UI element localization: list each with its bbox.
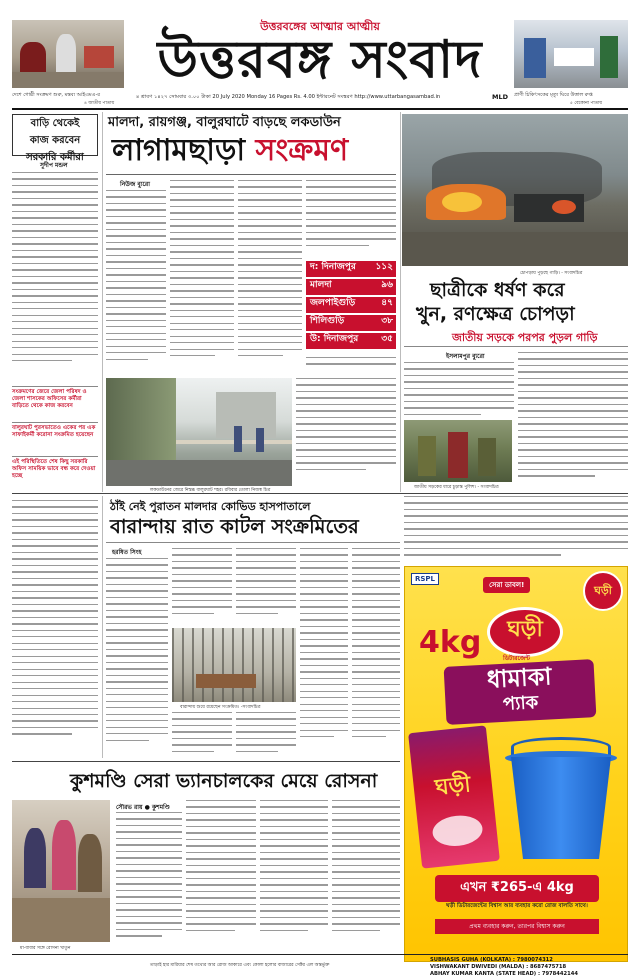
ad-footer: প্রথম ব্যবহার করুন, তারপর বিশ্বাস করুন xyxy=(435,919,599,934)
ad-corner-logo: ঘড়ী xyxy=(583,571,623,611)
right-thumb-photo[interactable] xyxy=(514,20,628,88)
right-thumb-caption: প্রাণী চিকিৎসকের মৃত্যু ঘিরে উত্তাল রুপ্ত xyxy=(514,92,593,98)
ad-bucket xyxy=(505,737,617,861)
hospital-body-col3 xyxy=(236,548,296,626)
left-thumb-page: ৪ জাতীয় পাতায় xyxy=(84,101,115,106)
footer-contact-3: ABHAY KUMAR KANTA (STATE HEAD) : 7978442144 xyxy=(430,971,578,977)
left-story-header[interactable] xyxy=(12,114,98,163)
hospital-kicker[interactable]: ঠাঁই নেই পুরাতন মালদার কোভিড হাসপাতালে xyxy=(110,500,311,513)
bottom-photo-caption: মা-বাবার সঙ্গে রোসনা খাতুন xyxy=(20,946,71,951)
edition-code: MLD xyxy=(492,93,509,101)
masthead-dateline: ৪ শ্রাবণ ১৪২৭ সোমবার ৩.০০ টাকা 20 July 2020 Monday 16 Pages Rs. 4.00 ইন্টারনেট সংস্করণ http://www.uttarbangasambad.in xyxy=(136,94,441,100)
chopra-photo-caption: চোপড়ায় পুড়ছে গাড়ি। - সংবাদচিত্র xyxy=(520,271,583,276)
left-bullet-2: বালুরঘাট পুরসভাতেও একের পর এক সাফাইকর্মী করোনা সংক্রমিত হয়েছেন xyxy=(12,422,98,454)
covid-stats-box xyxy=(306,259,396,353)
chopra-subhead: জাতীয় সড়কে পরপর পুড়ল গাড়ি xyxy=(452,331,598,344)
lead-headline-red: সংক্রমণ xyxy=(255,133,349,168)
hospital-body-col3b xyxy=(236,712,296,758)
left-story-kicker: বাড়ি থেকেই xyxy=(30,118,80,129)
hospital-body-col2b xyxy=(172,712,232,758)
ad-weight: 4kg xyxy=(419,625,482,660)
lead-kicker[interactable]: মালদা, রায়গঞ্জ, বালুরঘাটে বাড়ছে লকডাউন xyxy=(108,115,341,130)
chopra-byline: ইসলামপুর ব্যুরো xyxy=(446,353,485,360)
chopra-headline-2[interactable]: খুন, রণক্ষেত্র চোপড়া xyxy=(416,303,575,325)
bottom-body-col1 xyxy=(116,812,182,952)
bottom-body-col4 xyxy=(332,800,400,952)
right-thumb-page: ৫ বেকোনা পাতায় xyxy=(570,101,603,106)
left-thumb-photo[interactable] xyxy=(12,20,124,88)
ad-badge: সেরা ডাবল! xyxy=(483,577,530,593)
footer-left-note: তাড়াই হার মারিয়ার শেষ তথ্যের আর রোজ আকারে এবং কোলা হলোর বাজারের সেক্টর এল অন্তর্ভুক্ত xyxy=(150,963,330,968)
lead-photo-side-text xyxy=(296,378,396,480)
lead-body-col2 xyxy=(170,180,234,375)
left-story-title: সরকারি কর্মীরা xyxy=(26,152,84,163)
lead-body-col1 xyxy=(106,190,166,375)
chopra-photo2-caption: জাতীয় সড়কের ধারে চুড়ান্ত পুলিশ। - সংবাদচিত্র xyxy=(414,485,499,490)
bottom-body-col3 xyxy=(260,800,328,952)
hospital-body-col5 xyxy=(352,548,400,758)
masthead-tagline: উত্তরবঙ্গের আত্মার আত্মীয় xyxy=(260,20,380,33)
hospital-byline: হরষিত সিংহ xyxy=(112,549,142,556)
stat-row-3: জলপাইগুড়ি ৪৭ xyxy=(306,297,396,313)
stat-row-5: উ: দিনাজপুর ৩৫ xyxy=(306,333,396,349)
left-lower-body xyxy=(12,500,98,758)
hospital-body-col2 xyxy=(172,548,232,626)
stat-row-2: মালদা ৯৬ xyxy=(306,279,396,295)
lead-headline[interactable] xyxy=(112,132,402,170)
middle-right-col xyxy=(404,496,628,560)
bottom-headline[interactable]: কুশমণ্ডি সেরা ভ্যানচালকের মেয়ে রোসনা xyxy=(70,770,378,792)
lead-body-col3 xyxy=(238,180,302,375)
hospital-photo-caption: বারান্দায় শুয়ে রয়েছেন সংক্রমিত। -সংবাদচিত্র xyxy=(180,705,261,710)
left-story-byline: সুদীপ মন্ডল xyxy=(40,162,68,169)
ghari-detergent-ad[interactable] xyxy=(404,566,628,962)
masthead-title[interactable]: উত্তরবঙ্গ সংবাদ xyxy=(157,30,483,90)
rspl-logo: RSPL xyxy=(411,573,439,585)
left-bullet-3: এই পরিস্থিতিতে শেষ কিছু সরকারি অফিস সাময়িক ভাবে বন্ধ করে দেওয়া হচ্ছে xyxy=(12,456,98,488)
bottom-byline: সৌরভ রায় ● কুশমণ্ডি xyxy=(116,804,170,811)
bottom-body-col2 xyxy=(186,800,256,952)
ad-detergent-pack: ঘড়ী xyxy=(408,725,500,868)
left-thumb-caption: দেশে গোষ্ঠী সংক্রমণ শুরু, মন্তব্য আইএমএ-র xyxy=(12,92,101,98)
lead-body-col4b xyxy=(306,357,396,375)
chopra-police-photo[interactable] xyxy=(404,420,512,482)
masthead-rule xyxy=(12,108,628,110)
footer-contact-1: SUBHASIS GUHA (KOLKATA) : 7980074312 xyxy=(430,957,553,963)
lead-photo-lockdown[interactable] xyxy=(106,378,292,486)
chopra-body-col2 xyxy=(518,352,628,487)
left-story-body xyxy=(12,172,98,382)
left-story-kicker2: কাজ করবেন xyxy=(29,135,81,146)
chopra-body-col1 xyxy=(404,362,514,418)
bottom-photo-family[interactable] xyxy=(12,800,110,942)
chopra-fire-photo[interactable] xyxy=(402,114,628,266)
ad-price: এখন ₹265-এ 4kg xyxy=(435,875,599,902)
hospital-headline[interactable]: বারান্দায় রাত কাটল সংক্রমিতের xyxy=(110,515,359,538)
stat-row-1: দ: দিনাজপুর ১১২ xyxy=(306,261,396,277)
stat-row-4: শিলিগুড়ি ৩৮ xyxy=(306,315,396,331)
ad-brand-sub: ডিটারজেন্ট xyxy=(503,655,530,662)
chopra-headline-1[interactable]: ছাত্রীকে ধর্ষণ করে xyxy=(430,279,565,301)
lead-headline-black: লাগামছাড়া xyxy=(112,133,246,168)
lead-photo-caption: লকডাউনের জেরে নিস্তব্ধ বালুরঘাট শহর। রবিবার তোলা নিজস্ব চিত্র xyxy=(150,488,271,493)
hospital-body-col1 xyxy=(106,558,168,758)
lead-byline: নিউজ ব্যুরো xyxy=(120,181,150,188)
hospital-photo[interactable] xyxy=(172,628,296,702)
left-bullet-1: সংক্রমণের জেরে জেলা পরিষদ ও জেলা শাসকের অফিসের কর্মীরা বাড়িতে থেকে কাজ করবেন xyxy=(12,386,98,420)
footer-contact-2: VISHWAKANT DWIVEDI (MALDA) : 8687475718 xyxy=(430,964,567,970)
lead-body-col4 xyxy=(306,180,396,256)
hospital-body-col4 xyxy=(300,548,348,758)
ad-brand-big: ঘড়ী xyxy=(487,607,563,657)
ad-tagline: ঘড়ী ডিটারজেন্টের বিশ্বাস আর ব্যবহার করো রোজ বালতি সাথে। xyxy=(446,903,588,909)
ad-offer-banner: ধামাকা প্যাক xyxy=(444,659,597,725)
